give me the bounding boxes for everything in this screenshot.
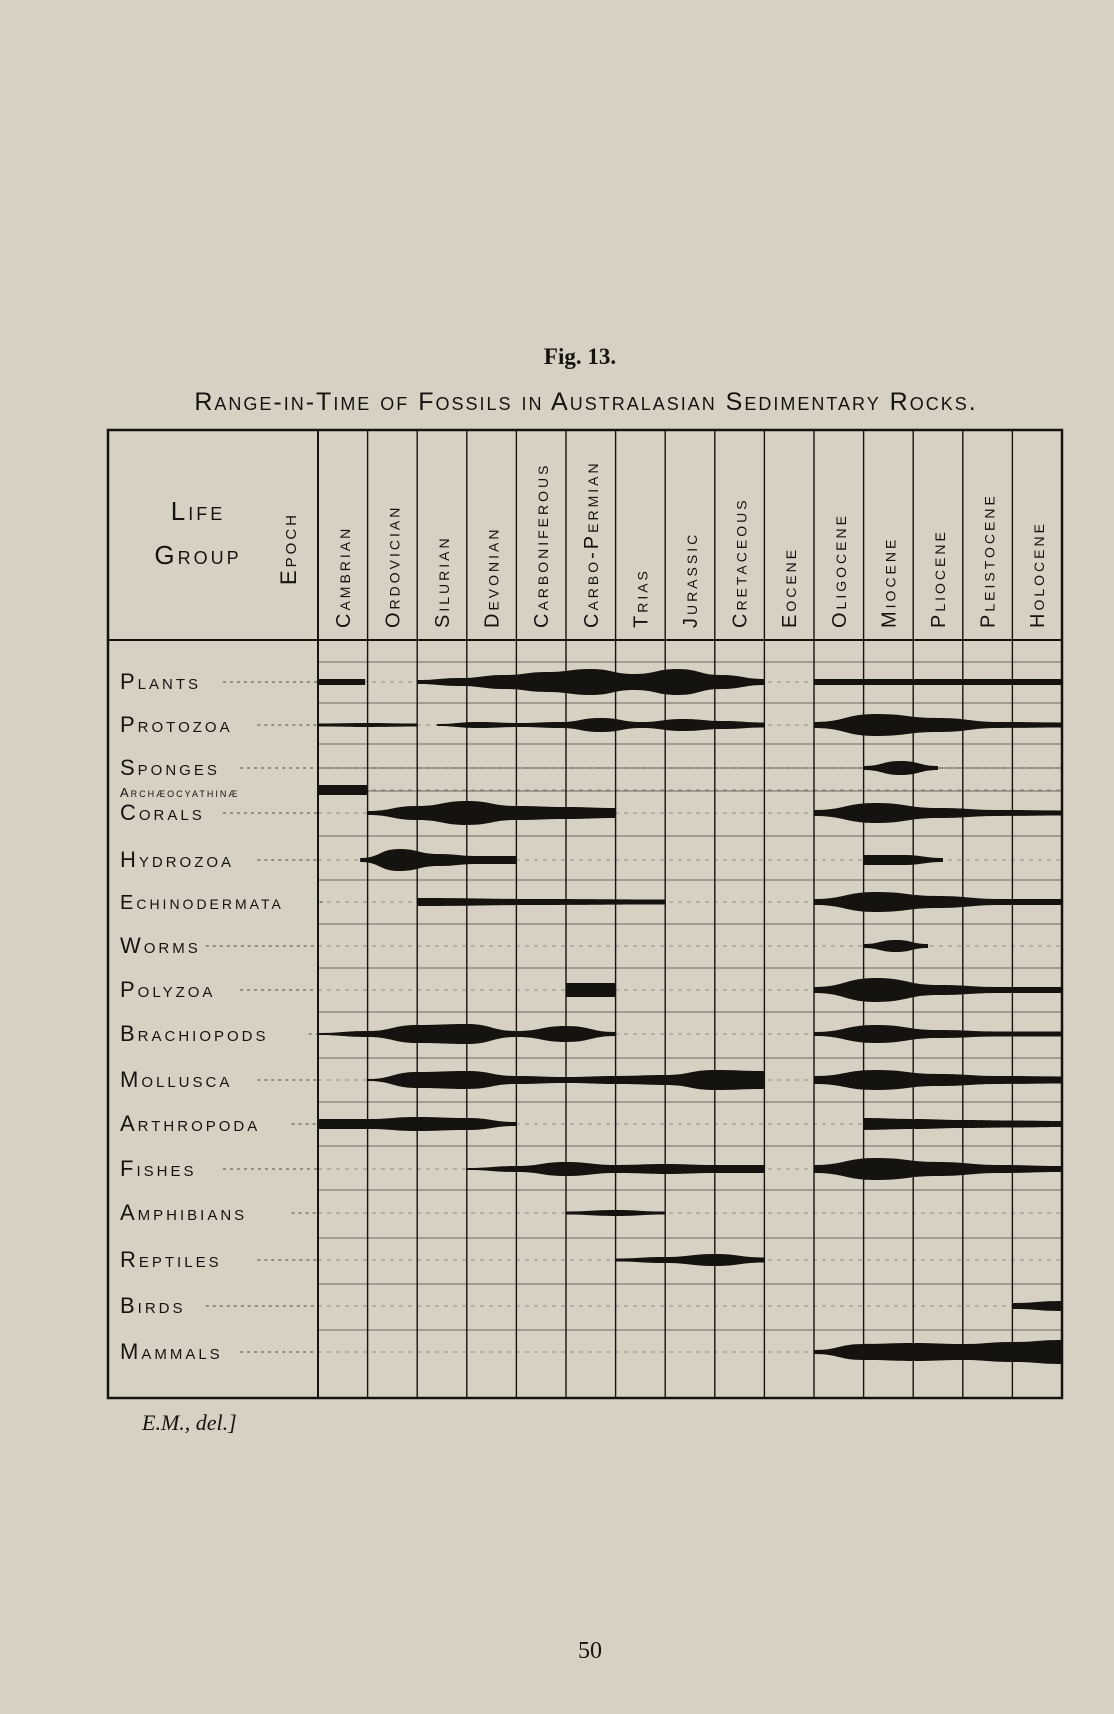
range-bar-plants: [318, 679, 365, 685]
life-group-label: Corals: [120, 800, 205, 825]
range-bar-mollusca: [814, 1070, 1062, 1090]
epoch-label: Eocene: [779, 546, 802, 628]
range-bar-reptiles: [616, 1254, 765, 1266]
range-bar-protozoa: [318, 723, 417, 727]
epoch-label: Miocene: [878, 536, 901, 628]
life-group-label: Hydrozoa: [120, 847, 235, 872]
range-bar-echinodermata: [417, 898, 665, 906]
epoch-label: Pleistocene: [977, 493, 1000, 628]
life-group-label: Mammals: [120, 1339, 223, 1364]
life-group-label: Arthropoda: [120, 1111, 261, 1136]
header-group-label: Group: [154, 540, 242, 570]
range-bar-hydrozoa: [864, 855, 943, 865]
epoch-label: Jurassic: [680, 531, 702, 628]
epoch-label: Pliocene: [928, 529, 950, 628]
epoch-labels: [333, 460, 1049, 628]
header-life-label: Life: [170, 496, 226, 526]
epoch-label: Carboniferous: [531, 462, 554, 628]
life-group-label: Brachiopods: [120, 1021, 269, 1046]
dotted-leaders: [206, 682, 1062, 1352]
life-group-label: Worms: [120, 933, 201, 958]
life-group-label: Echinodermata: [120, 892, 284, 914]
life-group-label: Sponges: [120, 755, 220, 780]
life-group-label: Polyzoa: [120, 977, 216, 1002]
range-bar-hydrozoa: [360, 849, 516, 871]
epoch-label: Holocene: [1027, 521, 1050, 628]
figure-number: Fig. 13.: [543, 344, 617, 369]
range-bar-brachiopods: [318, 1024, 616, 1044]
range-bar-polyzoa: [566, 983, 616, 997]
range-bar-worms: [864, 940, 928, 952]
range-bar-plants: [417, 669, 764, 695]
range-bar-mammals: [814, 1340, 1062, 1364]
range-bar-plants: [814, 679, 1062, 685]
range-bar-archocyathin: [318, 785, 368, 795]
epoch-label: Silurian: [432, 535, 454, 628]
range-bar-fishes: [814, 1158, 1062, 1180]
range-bar-corals: [814, 803, 1062, 823]
epoch-label: Trias: [630, 568, 653, 628]
chart-header: [154, 496, 301, 585]
artist-credit: E.M., del.]: [142, 1410, 237, 1435]
life-group-label: Archæocyathinæ: [120, 785, 240, 800]
page-number: 50: [578, 1638, 602, 1664]
range-bar-echinodermata: [814, 892, 1062, 912]
life-group-label: Mollusca: [120, 1067, 233, 1092]
range-bar-amphibians: [566, 1210, 665, 1216]
life-group-label: Amphibians: [120, 1200, 248, 1225]
epoch-label: Cretaceous: [729, 497, 752, 628]
figure-title: Range-in-Time of Fossils in Australasian Sedimentary Rocks.: [194, 388, 978, 416]
epoch-label: Cambrian: [332, 525, 355, 628]
range-bar-arthropoda: [318, 1117, 516, 1131]
life-group-label: Protozoa: [120, 712, 233, 737]
epoch-label: Devonian: [481, 526, 504, 628]
range-bar-protozoa: [814, 714, 1062, 736]
range-bar-sponges: [864, 761, 938, 775]
epoch-label: Carbo-Permian: [580, 460, 603, 628]
epoch-label: Ordovician: [382, 504, 405, 628]
range-bar-polyzoa: [814, 978, 1062, 1002]
range-bar-brachiopods: [814, 1025, 1062, 1043]
range-bar-corals: [368, 801, 616, 825]
range-bar-birds: [1012, 1301, 1062, 1311]
life-group-label: Birds: [120, 1293, 186, 1318]
life-group-label: Fishes: [120, 1156, 197, 1181]
header-epoch-label: Epoch: [276, 511, 301, 585]
life-group-label: Reptiles: [120, 1247, 222, 1272]
epoch-label: Oligocene: [828, 513, 851, 628]
life-group-label: Plants: [120, 669, 202, 694]
